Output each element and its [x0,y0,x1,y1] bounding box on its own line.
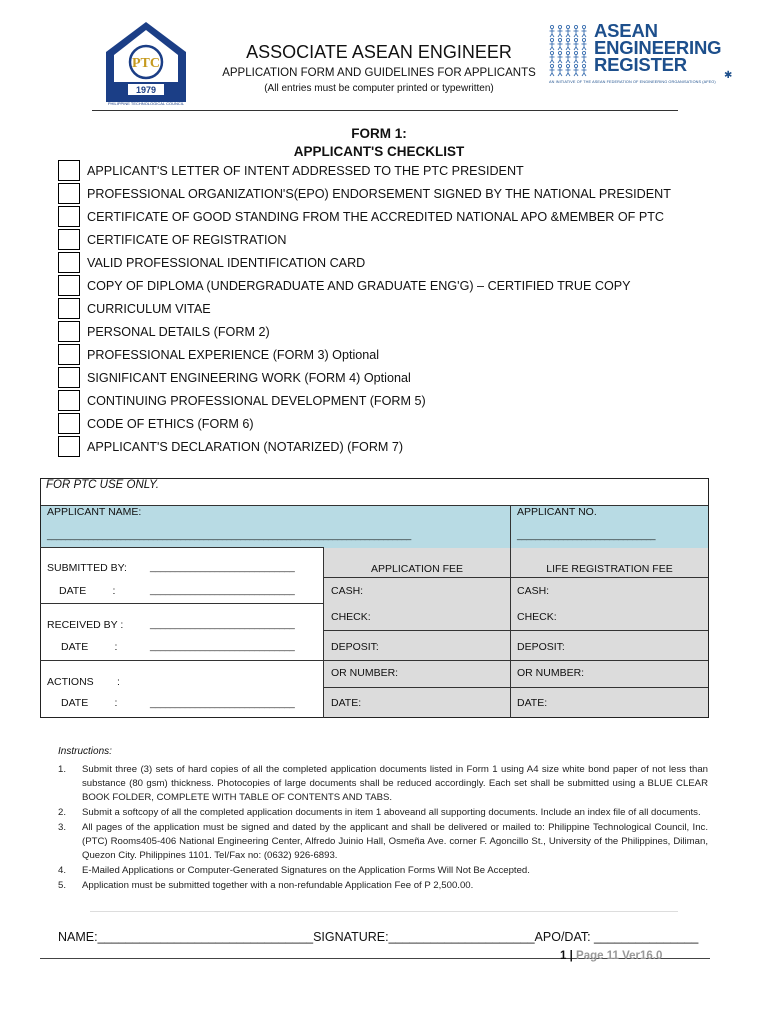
instruction-number: 4. [58,865,67,876]
checklist-checkbox[interactable] [58,367,80,388]
applicant-name-field[interactable]: _______________________________________________________________________________ [47,530,411,540]
app-fee-cash-label: CASH: [331,585,364,597]
received-date-field[interactable]: _____________________________ [150,641,295,652]
ptc-logo-icon [104,20,188,106]
checklist-item-label: COPY OF DIPLOMA (UNDERGRADUATE AND GRADUATE ENG'G) – CERTIFIED TRUE COPY [87,279,631,293]
aer-star-icon: ✱ [724,70,733,81]
aer-logo-tagline: AN INITIATIVE OF THE ASEAN FEDERATION OF ENGINEERING ORGANISATIONS (AFEO) [549,80,716,84]
checklist-item-label: CERTIFICATE OF GOOD STANDING FROM THE ACCREDITED NATIONAL APO &MEMBER OF PTC [87,210,665,224]
checklist-checkbox[interactable] [58,229,80,250]
life-fee-or-number-label: OR NUMBER: [517,667,585,679]
checklist-item-label: CERTIFICATE OF REGISTRATION [87,233,287,247]
form-subtitle: APPLICATION FORM AND GUIDELINES FOR APPLICANTS [222,67,536,79]
instruction-text: Submit a softcopy of all the completed application documents in item 1 aboveand all supporting documents. Include an index file of all documents. [82,807,701,818]
aer-logo-line1: ASEAN [594,20,658,41]
svg-text:1979: 1979 [135,85,157,95]
table-line [40,603,324,604]
applicant-name-label: APPLICANT NAME: [47,506,142,518]
actions-date-field[interactable]: _____________________________ [150,698,295,709]
submitted-by-label: SUBMITTED BY: [47,562,127,574]
checklist-checkbox[interactable] [58,275,80,296]
checklist-item-label: CURRICULUM VITAE [87,302,211,316]
checklist-item-label: PROFESSIONAL EXPERIENCE (FORM 3) Optional [87,348,380,362]
svg-text:PTC: PTC [132,56,160,71]
checklist-checkbox[interactable] [58,206,80,227]
checklist-checkbox[interactable] [58,252,80,273]
instruction-number: 3. [58,822,67,833]
app-fee-check-label: CHECK: [331,611,371,623]
table-line [324,660,708,661]
footer-divider [90,911,678,912]
form-note: (All entries must be computer printed or typewritten) [264,83,494,94]
received-by-label: RECEIVED BY : [47,619,124,631]
table-line [324,687,708,688]
ptc-use-heading: FOR PTC USE ONLY. [46,479,159,491]
page-number-value: 1 [560,950,567,962]
instruction-text: Submit three (3) sets of hard copies of all the completed application documents listed in Form 1 using A4 size white bond paper of not less than substance (80 gsm) thickness. Photocopies of large documents shall be reduced accordingly. Each set shall be submitted using a BLUE CLEAR BOOK FOLDER, COMPLETE WITH TABLE OF CONTENTS AND TABS. [82,764,708,803]
instruction-text: Application must be submitted together with a non-refundable Application Fee of P 2,500.00. [82,880,474,891]
aer-logo-line3: REGISTER [594,54,687,75]
page-number [560,949,662,963]
submitted-date-field[interactable]: _____________________________ [150,585,295,596]
instruction-number: 5. [58,880,67,891]
aer-logo-text [594,22,721,73]
submitted-date-label: DATE : [59,585,116,597]
life-fee-date-label: DATE: [517,697,548,709]
table-line [40,547,324,548]
checklist-checkbox[interactable] [58,344,80,365]
applicant-no-label: APPLICANT NO. [517,506,597,518]
instruction-text: E-Mailed Applications or Computer-Generated Signatures on the Application Forms Will Not Be Accepted. [82,865,530,876]
checklist-item-label: VALID PROFESSIONAL IDENTIFICATION CARD [87,256,366,270]
instructions-heading: Instructions: [58,746,112,757]
aer-logo-line2: ENGINEERING [594,37,722,58]
checklist-item-label: APPLICANT'S LETTER OF INTENT ADDRESSED TO THE PTC PRESIDENT [87,164,524,178]
checklist-title: APPLICANT'S CHECKLIST [293,144,465,159]
signature-line[interactable]: NAME:_______________________________SIGNATURE:_____________________APO/DAT: _______________ [58,930,699,944]
checklist-checkbox[interactable] [58,390,80,411]
actions-label: ACTIONS : [47,676,120,688]
instruction-number: 2. [58,807,67,818]
app-fee-date-label: DATE: [331,697,362,709]
aer-logo-icon [548,24,590,78]
app-fee-or-number-label: OR NUMBER: [331,667,399,679]
checklist-item-label: SIGNIFICANT ENGINEERING WORK (FORM 4) Optional [87,371,411,385]
applicant-no-field[interactable]: ______________________________ [517,530,656,540]
checklist-checkbox[interactable] [58,321,80,342]
submitted-by-field[interactable]: _____________________________ [150,562,295,573]
checklist-item-label: CONTINUING PROFESSIONAL DEVELOPMENT (FORM 5) [87,394,426,408]
received-by-field[interactable]: _____________________________ [150,619,295,630]
checklist-item-label: APPLICANT'S DECLARATION (NOTARIZED) (FORM 7) [87,440,404,454]
header-divider [92,110,678,111]
svg-text:PHILIPPINE TECHNOLOGICAL COUNC: PHILIPPINE TECHNOLOGICAL COUNCIL [107,101,185,106]
checklist-checkbox[interactable] [58,413,80,434]
page-number-separator: | [569,950,573,962]
checklist-checkbox[interactable] [58,160,80,181]
table-line [324,577,708,578]
form-number-title: FORM 1: [351,126,407,141]
table-line [40,660,324,661]
life-fee-check-label: CHECK: [517,611,557,623]
instruction-number: 1. [58,764,67,775]
form-main-title: ASSOCIATE ASEAN ENGINEER [246,42,512,62]
app-fee-deposit-label: DEPOSIT: [331,641,379,653]
checklist-item-label: PERSONAL DETAILS (FORM 2) [87,325,270,339]
life-registration-fee-header: LIFE REGISTRATION FEE [546,563,673,575]
checklist-item-label: CODE OF ETHICS (FORM 6) [87,417,254,431]
instruction-text: All pages of the application must be signed and dated by the applicant and shall be delivered or mailed to: Philippine Technological Council, Inc. (PTC) Rooms405-406 National Engineering Center, Alfredo Juinio Hall, Osmeña Ave. corner F. Agoncillo St., University of the Philippines, Diliman, Quezon City. Philippines 1101. Tel/Fax no: (0632) 926-6893. [82,822,708,861]
checklist-checkbox[interactable] [58,298,80,319]
checklist-item-label: PROFESSIONAL ORGANIZATION'S(EPO) ENDORSEMENT SIGNED BY THE NATIONAL PRESIDENT [87,187,671,201]
actions-date-label: DATE : [61,697,118,709]
life-fee-deposit-label: DEPOSIT: [517,641,565,653]
application-fee-header: APPLICATION FEE [371,563,463,575]
table-divider [510,505,511,547]
checklist-checkbox[interactable] [58,436,80,457]
received-date-label: DATE : [61,641,118,653]
checklist-checkbox[interactable] [58,183,80,204]
page-label: Page 11 Ver16.0 [576,950,663,962]
life-fee-cash-label: CASH: [517,585,550,597]
table-line [324,630,708,631]
